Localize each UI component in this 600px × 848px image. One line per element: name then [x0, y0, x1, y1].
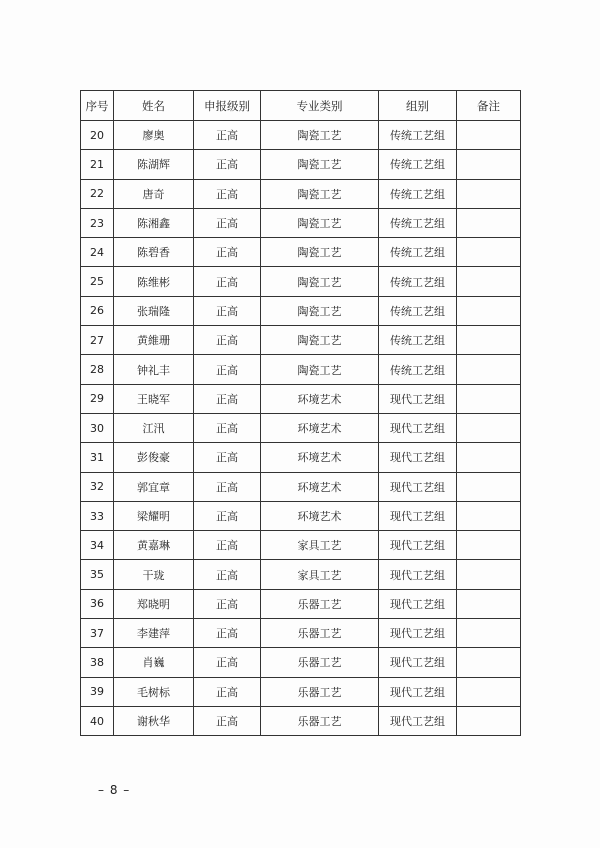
cell-level: 正高 [194, 238, 261, 267]
table-row [81, 619, 521, 648]
table-row [81, 150, 521, 179]
cell-group: 现代工艺组 [379, 384, 457, 413]
table-row [81, 208, 521, 237]
cell-remarks [457, 326, 521, 355]
cell-remarks [457, 677, 521, 706]
cell-specialty: 陶瓷工艺 [261, 238, 379, 267]
cell-level: 正高 [194, 150, 261, 179]
page-number: – 8 – [98, 783, 131, 797]
cell-level: 正高 [194, 179, 261, 208]
table-row [81, 179, 521, 208]
cell-level: 正高 [194, 326, 261, 355]
cell-remarks [457, 384, 521, 413]
cell-level: 正高 [194, 677, 261, 706]
table-row [81, 560, 521, 589]
cell-remarks [457, 706, 521, 735]
cell-level: 正高 [194, 531, 261, 560]
cell-level: 正高 [194, 384, 261, 413]
cell-specialty: 陶瓷工艺 [261, 208, 379, 237]
header-specialty: 专业类别 [261, 91, 379, 121]
cell-name: 肖巍 [114, 648, 194, 677]
cell-level: 正高 [194, 296, 261, 325]
cell-index: 38 [81, 648, 114, 677]
cell-group: 现代工艺组 [379, 619, 457, 648]
table-row [81, 267, 521, 296]
cell-index: 24 [81, 238, 114, 267]
cell-level: 正高 [194, 560, 261, 589]
cell-name: 陈湘鑫 [114, 208, 194, 237]
cell-specialty: 乐器工艺 [261, 589, 379, 618]
cell-index: 34 [81, 531, 114, 560]
cell-specialty: 家具工艺 [261, 531, 379, 560]
table-row [81, 296, 521, 325]
cell-specialty: 陶瓷工艺 [261, 326, 379, 355]
cell-name: 李建萍 [114, 619, 194, 648]
cell-specialty: 乐器工艺 [261, 677, 379, 706]
cell-specialty: 乐器工艺 [261, 706, 379, 735]
table-row [81, 589, 521, 618]
cell-group: 现代工艺组 [379, 472, 457, 501]
cell-group: 现代工艺组 [379, 706, 457, 735]
cell-remarks [457, 238, 521, 267]
cell-name: 郑晓明 [114, 589, 194, 618]
cell-group: 传统工艺组 [379, 121, 457, 150]
cell-index: 28 [81, 355, 114, 384]
cell-name: 陈维彬 [114, 267, 194, 296]
table-body [81, 121, 521, 736]
cell-specialty: 陶瓷工艺 [261, 296, 379, 325]
cell-specialty: 环境艺术 [261, 384, 379, 413]
cell-specialty: 陶瓷工艺 [261, 179, 379, 208]
cell-group: 现代工艺组 [379, 443, 457, 472]
cell-name: 干珑 [114, 560, 194, 589]
cell-specialty: 环境艺术 [261, 472, 379, 501]
cell-name: 彭俊豪 [114, 443, 194, 472]
cell-index: 27 [81, 326, 114, 355]
applicant-table [80, 90, 521, 736]
cell-index: 35 [81, 560, 114, 589]
table-row [81, 121, 521, 150]
cell-specialty: 环境艺术 [261, 501, 379, 530]
table-row [81, 384, 521, 413]
cell-level: 正高 [194, 619, 261, 648]
cell-index: 23 [81, 208, 114, 237]
cell-index: 33 [81, 501, 114, 530]
cell-group: 传统工艺组 [379, 267, 457, 296]
cell-index: 31 [81, 443, 114, 472]
cell-name: 黄維珊 [114, 326, 194, 355]
cell-name: 陈湖辉 [114, 150, 194, 179]
cell-name: 陈碧香 [114, 238, 194, 267]
cell-group: 现代工艺组 [379, 531, 457, 560]
cell-name: 王晓军 [114, 384, 194, 413]
cell-index: 32 [81, 472, 114, 501]
cell-level: 正高 [194, 413, 261, 442]
cell-index: 30 [81, 413, 114, 442]
cell-index: 20 [81, 121, 114, 150]
cell-remarks [457, 296, 521, 325]
table-row [81, 413, 521, 442]
cell-name: 谢秋华 [114, 706, 194, 735]
cell-group: 现代工艺组 [379, 677, 457, 706]
cell-specialty: 陶瓷工艺 [261, 150, 379, 179]
cell-remarks [457, 267, 521, 296]
cell-remarks [457, 355, 521, 384]
cell-level: 正高 [194, 121, 261, 150]
table-row [81, 501, 521, 530]
cell-index: 25 [81, 267, 114, 296]
cell-level: 正高 [194, 589, 261, 618]
table-row [81, 472, 521, 501]
cell-specialty: 陶瓷工艺 [261, 355, 379, 384]
cell-name: 江汛 [114, 413, 194, 442]
table-row [81, 706, 521, 735]
cell-group: 传统工艺组 [379, 179, 457, 208]
cell-specialty: 陶瓷工艺 [261, 267, 379, 296]
table-row [81, 443, 521, 472]
cell-remarks [457, 648, 521, 677]
table-row [81, 531, 521, 560]
header-level: 申报级别 [194, 91, 261, 121]
cell-name: 唐奇 [114, 179, 194, 208]
cell-group: 传统工艺组 [379, 208, 457, 237]
cell-specialty: 环境艺术 [261, 443, 379, 472]
cell-remarks [457, 560, 521, 589]
cell-name: 钟礼丰 [114, 355, 194, 384]
cell-specialty: 乐器工艺 [261, 619, 379, 648]
cell-remarks [457, 501, 521, 530]
header-remarks: 备注 [457, 91, 521, 121]
cell-index: 40 [81, 706, 114, 735]
header-group: 组别 [379, 91, 457, 121]
cell-group: 现代工艺组 [379, 560, 457, 589]
cell-level: 正高 [194, 472, 261, 501]
cell-level: 正高 [194, 648, 261, 677]
cell-level: 正高 [194, 501, 261, 530]
cell-group: 传统工艺组 [379, 238, 457, 267]
cell-remarks [457, 179, 521, 208]
cell-group: 现代工艺组 [379, 589, 457, 618]
cell-remarks [457, 531, 521, 560]
cell-index: 21 [81, 150, 114, 179]
cell-name: 毛树标 [114, 677, 194, 706]
header-name: 姓名 [114, 91, 194, 121]
cell-remarks [457, 121, 521, 150]
cell-level: 正高 [194, 443, 261, 472]
cell-index: 37 [81, 619, 114, 648]
cell-index: 39 [81, 677, 114, 706]
cell-group: 传统工艺组 [379, 326, 457, 355]
cell-level: 正高 [194, 355, 261, 384]
cell-name: 梁耀明 [114, 501, 194, 530]
cell-specialty: 陶瓷工艺 [261, 121, 379, 150]
table-row [81, 326, 521, 355]
cell-index: 26 [81, 296, 114, 325]
table-row [81, 238, 521, 267]
cell-specialty: 乐器工艺 [261, 648, 379, 677]
cell-group: 现代工艺组 [379, 501, 457, 530]
cell-name: 郭宜章 [114, 472, 194, 501]
cell-remarks [457, 150, 521, 179]
cell-level: 正高 [194, 208, 261, 237]
cell-remarks [457, 619, 521, 648]
cell-remarks [457, 472, 521, 501]
header-index: 序号 [81, 91, 114, 121]
table-row [81, 355, 521, 384]
cell-group: 传统工艺组 [379, 296, 457, 325]
cell-index: 22 [81, 179, 114, 208]
cell-level: 正高 [194, 267, 261, 296]
cell-remarks [457, 443, 521, 472]
cell-index: 36 [81, 589, 114, 618]
cell-specialty: 家具工艺 [261, 560, 379, 589]
cell-name: 黄嘉琳 [114, 531, 194, 560]
cell-level: 正高 [194, 706, 261, 735]
cell-name: 廖奥 [114, 121, 194, 150]
cell-index: 29 [81, 384, 114, 413]
cell-remarks [457, 413, 521, 442]
table-row [81, 648, 521, 677]
table-header-row [81, 91, 521, 121]
cell-specialty: 环境艺术 [261, 413, 379, 442]
cell-group: 现代工艺组 [379, 413, 457, 442]
cell-group: 现代工艺组 [379, 648, 457, 677]
cell-remarks [457, 589, 521, 618]
cell-name: 张瑞隆 [114, 296, 194, 325]
cell-group: 传统工艺组 [379, 150, 457, 179]
cell-remarks [457, 208, 521, 237]
table-row [81, 677, 521, 706]
cell-group: 传统工艺组 [379, 355, 457, 384]
